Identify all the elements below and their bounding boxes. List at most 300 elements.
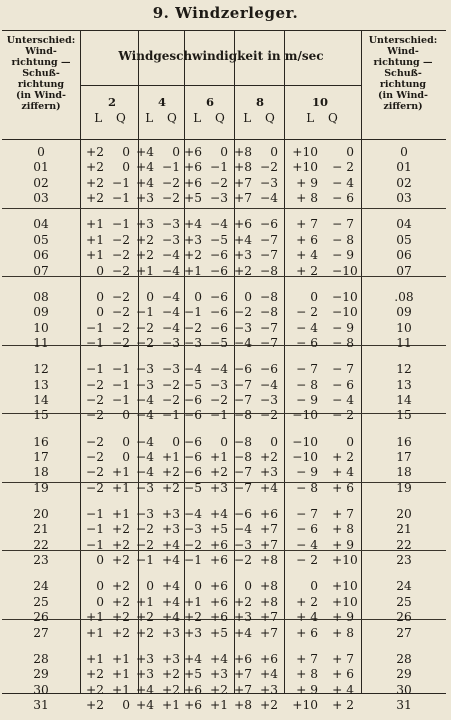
value-l: 0 — [310, 289, 318, 304]
value-q: + 7 — [332, 651, 354, 666]
left-code: 31 — [33, 697, 49, 712]
table-row — [2, 610, 446, 625]
value-q: + 8 — [332, 522, 354, 537]
value-l: +5 — [184, 667, 202, 682]
value-l: 0 — [244, 579, 252, 594]
value-q: −2 — [162, 377, 180, 392]
value-l: −2 — [86, 465, 104, 480]
value-q: −3 — [162, 232, 180, 247]
value-l: + 4 — [296, 610, 318, 625]
value-l: + 9 — [296, 175, 318, 190]
value-q: −6 — [260, 362, 278, 377]
value-l: +2 — [86, 175, 104, 190]
right-code: 20 — [396, 506, 412, 521]
value-q: −8 — [260, 305, 278, 320]
value-q: +4 — [162, 553, 180, 568]
table-row — [2, 362, 446, 377]
table-body — [2, 141, 446, 720]
value-l: +2 — [234, 263, 252, 278]
value-q: +7 — [260, 610, 278, 625]
value-q: +10 — [332, 553, 358, 568]
value-l: − 9 — [296, 465, 318, 480]
value-l: −3 — [234, 537, 252, 552]
value-q: − 2 — [332, 160, 354, 175]
left-code: 04 — [33, 217, 49, 232]
value-l: 0 — [310, 579, 318, 594]
header-line: Wind- — [25, 46, 57, 57]
value-l: −2 — [234, 553, 252, 568]
value-l: +4 — [234, 625, 252, 640]
value-l: +1 — [184, 263, 202, 278]
value-l: − 7 — [296, 506, 318, 521]
value-q: −2 — [112, 289, 130, 304]
left-code: 24 — [33, 579, 49, 594]
left-code: 25 — [33, 594, 49, 609]
value-l: +6 — [184, 682, 202, 697]
value-q: −4 — [210, 217, 228, 232]
value-q: + 2 — [332, 697, 354, 712]
right-code: 28 — [396, 651, 412, 666]
value-l: − 6 — [296, 335, 318, 350]
value-q: −2 — [260, 408, 278, 423]
value-q: − 7 — [332, 362, 354, 377]
value-l: 0 — [244, 289, 252, 304]
value-q: +4 — [210, 506, 228, 521]
left-code: 11 — [33, 335, 49, 350]
value-l: −7 — [234, 480, 252, 495]
table-row — [2, 698, 446, 713]
lq-label-6: L Q — [193, 111, 225, 125]
right-code: 18 — [396, 465, 412, 480]
table-row — [2, 481, 446, 496]
right-code: 02 — [396, 175, 412, 190]
value-q: −3 — [260, 175, 278, 190]
value-q: +2 — [260, 449, 278, 464]
value-q: −3 — [210, 191, 228, 206]
left-code: 13 — [33, 377, 49, 392]
value-l: +4 — [184, 651, 202, 666]
row-group — [2, 217, 446, 285]
value-l: −1 — [86, 537, 104, 552]
lq-label-8: L Q — [243, 111, 275, 125]
table-row — [2, 176, 446, 191]
value-q: −5 — [210, 335, 228, 350]
header-line: richtung — — [11, 57, 71, 68]
value-l: −1 — [184, 553, 202, 568]
table-row — [2, 507, 446, 522]
left-code: 14 — [33, 392, 49, 407]
value-q: +6 — [210, 553, 228, 568]
value-l: − 8 — [296, 480, 318, 495]
value-l: − 6 — [296, 522, 318, 537]
value-q: −2 — [162, 175, 180, 190]
left-header — [2, 35, 80, 112]
value-q: − 6 — [332, 377, 354, 392]
value-q: +5 — [210, 522, 228, 537]
value-q: −1 — [210, 408, 228, 423]
row-group — [2, 579, 446, 647]
right-code: 0 — [400, 145, 408, 159]
value-l: +7 — [234, 191, 252, 206]
value-q: +2 — [162, 480, 180, 495]
table-row — [2, 145, 446, 160]
left-code: 05 — [33, 232, 49, 247]
value-l: −2 — [136, 320, 154, 335]
right-code: 30 — [396, 682, 412, 697]
table-row — [2, 450, 446, 465]
right-code: 04 — [396, 217, 412, 232]
value-q: + 4 — [332, 682, 354, 697]
value-l: + 6 — [296, 232, 318, 247]
value-l: −1 — [86, 320, 104, 335]
value-l: + 6 — [296, 625, 318, 640]
table-row — [2, 264, 446, 279]
header-line: ziffern) — [383, 101, 423, 112]
value-q: +8 — [260, 579, 278, 594]
value-q: −5 — [210, 232, 228, 247]
table-row — [2, 321, 446, 336]
value-q: +4 — [260, 667, 278, 682]
value-l: −1 — [86, 335, 104, 350]
value-l: +2 — [86, 160, 104, 175]
value-q: −2 — [112, 248, 130, 263]
table-row — [2, 683, 446, 698]
value-q: 0 — [122, 145, 130, 159]
value-l: −4 — [136, 449, 154, 464]
value-l: +1 — [136, 594, 154, 609]
value-q: −1 — [112, 175, 130, 190]
left-code: 03 — [33, 191, 49, 206]
value-q: −10 — [332, 263, 358, 278]
value-l: +2 — [136, 232, 154, 247]
value-l: +7 — [234, 667, 252, 682]
value-l: −6 — [184, 434, 202, 449]
value-l: −3 — [184, 335, 202, 350]
value-q: +4 — [260, 480, 278, 495]
left-code: 22 — [33, 537, 49, 552]
value-l: −7 — [234, 465, 252, 480]
value-q: +3 — [162, 522, 180, 537]
right-code: 11 — [396, 335, 412, 350]
value-q: +10 — [332, 579, 358, 594]
value-q: − 9 — [332, 248, 354, 263]
right-code: 06 — [396, 248, 412, 263]
value-l: +6 — [184, 145, 202, 159]
table-row — [2, 393, 446, 408]
value-l: −3 — [136, 377, 154, 392]
value-l: 0 — [194, 579, 202, 594]
value-l: −2 — [86, 408, 104, 423]
value-l: +7 — [234, 682, 252, 697]
value-l: −3 — [234, 320, 252, 335]
value-l: + 2 — [296, 594, 318, 609]
right-code: 29 — [396, 667, 412, 682]
value-q: +7 — [260, 522, 278, 537]
left-code: 10 — [33, 320, 49, 335]
value-l: +4 — [136, 145, 154, 159]
value-q: −4 — [162, 248, 180, 263]
value-q: +2 — [112, 579, 130, 594]
value-l: −4 — [234, 335, 252, 350]
value-l: +3 — [184, 625, 202, 640]
value-q: 0 — [220, 145, 228, 159]
right-code: 27 — [396, 625, 412, 640]
right-code: 03 — [396, 191, 412, 206]
value-l: −3 — [184, 522, 202, 537]
value-q: + 9 — [332, 610, 354, 625]
right-code: 24 — [396, 579, 412, 594]
value-q: +3 — [162, 506, 180, 521]
value-l: +6 — [234, 651, 252, 666]
value-q: −3 — [210, 377, 228, 392]
value-q: −4 — [162, 305, 180, 320]
value-q: −1 — [112, 217, 130, 232]
value-l: −4 — [184, 362, 202, 377]
value-q: 0 — [122, 697, 130, 712]
value-l: + 7 — [296, 651, 318, 666]
value-l: +1 — [136, 263, 154, 278]
speed-6: 6 — [205, 95, 214, 109]
value-q: +6 — [260, 651, 278, 666]
right-code: 25 — [396, 594, 412, 609]
left-code: 01 — [33, 160, 49, 175]
value-q: −8 — [260, 263, 278, 278]
value-l: −8 — [234, 449, 252, 464]
value-l: −4 — [184, 506, 202, 521]
table-row — [2, 248, 446, 263]
right-code: 21 — [396, 522, 412, 537]
value-q: +2 — [112, 610, 130, 625]
value-q: −7 — [260, 232, 278, 247]
value-q: −4 — [162, 289, 180, 304]
left-code: 08 — [33, 289, 49, 304]
value-l: −5 — [184, 480, 202, 495]
left-code: 07 — [33, 263, 49, 278]
left-code: 20 — [33, 506, 49, 521]
value-q: +6 — [210, 594, 228, 609]
value-q: + 4 — [332, 465, 354, 480]
left-code: 17 — [33, 449, 49, 464]
right-code: 12 — [396, 362, 412, 377]
value-l: +4 — [136, 175, 154, 190]
value-l: −6 — [184, 408, 202, 423]
value-q: +2 — [112, 594, 130, 609]
value-l: +3 — [184, 232, 202, 247]
value-l: +2 — [234, 594, 252, 609]
value-l: +3 — [136, 217, 154, 232]
value-l: −2 — [136, 537, 154, 552]
value-q: −1 — [112, 392, 130, 407]
row-group — [2, 507, 446, 575]
value-q: −1 — [210, 160, 228, 175]
value-q: +1 — [210, 449, 228, 464]
value-q: −2 — [112, 320, 130, 335]
value-l: +6 — [184, 697, 202, 712]
right-code: 09 — [396, 305, 412, 320]
left-code: 02 — [33, 175, 49, 190]
value-l: +3 — [234, 610, 252, 625]
value-l: − 4 — [296, 320, 318, 335]
value-l: +2 — [86, 682, 104, 697]
value-l: +4 — [234, 232, 252, 247]
value-l: +2 — [184, 248, 202, 263]
value-l: − 2 — [296, 553, 318, 568]
right-code: 15 — [396, 408, 412, 423]
value-l: −6 — [234, 506, 252, 521]
value-l: +1 — [86, 610, 104, 625]
value-l: −10 — [292, 449, 318, 464]
value-l: 0 — [194, 289, 202, 304]
value-l: +2 — [136, 610, 154, 625]
value-q: −2 — [162, 191, 180, 206]
value-q: −2 — [112, 263, 130, 278]
value-l: − 8 — [296, 377, 318, 392]
value-q: − 4 — [332, 175, 354, 190]
header-line: richtung — — [373, 57, 433, 68]
value-q: +8 — [260, 594, 278, 609]
value-q: −2 — [112, 305, 130, 320]
value-l: −2 — [136, 335, 154, 350]
value-l: +10 — [292, 697, 318, 712]
value-q: 0 — [122, 408, 130, 423]
value-l: 0 — [146, 579, 154, 594]
table-row — [2, 667, 446, 682]
value-q: +4 — [162, 610, 180, 625]
value-q: +2 — [260, 697, 278, 712]
value-l: −6 — [234, 362, 252, 377]
value-q: +4 — [210, 651, 228, 666]
value-q: −2 — [260, 160, 278, 175]
left-code: 19 — [33, 480, 49, 495]
left-code: 18 — [33, 465, 49, 480]
value-l: +7 — [234, 175, 252, 190]
value-l: +10 — [292, 145, 318, 159]
header-line: Schuß- — [384, 68, 422, 79]
value-l: −4 — [136, 465, 154, 480]
right-code: 07 — [396, 263, 412, 278]
value-l: −2 — [234, 305, 252, 320]
left-code: 06 — [33, 248, 49, 263]
value-l: −1 — [86, 522, 104, 537]
value-q: −6 — [210, 263, 228, 278]
table-row — [2, 233, 446, 248]
value-q: 0 — [346, 145, 354, 159]
value-q: −3 — [162, 217, 180, 232]
left-code: 0 — [37, 145, 45, 159]
table-row — [2, 408, 446, 423]
value-l: −7 — [234, 377, 252, 392]
value-q: +6 — [210, 579, 228, 594]
header-line: ziffern) — [21, 101, 61, 112]
value-q: +1 — [112, 651, 130, 666]
value-q: +1 — [112, 667, 130, 682]
value-q: +2 — [210, 682, 228, 697]
value-l: −3 — [136, 506, 154, 521]
right-code: 17 — [396, 449, 412, 464]
value-q: +1 — [112, 506, 130, 521]
value-q: − 9 — [332, 320, 354, 335]
left-code: 27 — [33, 625, 49, 640]
table-row — [2, 336, 446, 351]
value-l: +2 — [136, 248, 154, 263]
value-l: +2 — [136, 625, 154, 640]
value-q: +6 — [210, 537, 228, 552]
value-q: −4 — [260, 191, 278, 206]
value-q: −4 — [162, 320, 180, 335]
table-row — [2, 595, 446, 610]
right-code: 05 — [396, 232, 412, 247]
rule-header-mid — [81, 85, 362, 86]
value-l: −6 — [184, 392, 202, 407]
row-group — [2, 145, 446, 213]
value-q: 0 — [270, 434, 278, 449]
value-l: +4 — [136, 160, 154, 175]
value-l: +3 — [234, 248, 252, 263]
value-l: +8 — [234, 160, 252, 175]
right-code: 01 — [396, 160, 412, 175]
value-q: +3 — [260, 465, 278, 480]
value-l: 0 — [96, 594, 104, 609]
value-q: −8 — [260, 289, 278, 304]
value-q: −2 — [210, 175, 228, 190]
value-l: +10 — [292, 160, 318, 175]
right-code: .08 — [394, 289, 414, 304]
value-l: + 8 — [296, 191, 318, 206]
value-l: +3 — [136, 667, 154, 682]
right-code: 19 — [396, 480, 412, 495]
value-l: + 9 — [296, 682, 318, 697]
value-q: −4 — [162, 263, 180, 278]
lq-label-10: L Q — [306, 111, 338, 125]
value-q: +3 — [210, 480, 228, 495]
value-q: −1 — [112, 377, 130, 392]
value-l: 0 — [96, 553, 104, 568]
table-row — [2, 522, 446, 537]
value-q: −10 — [332, 305, 358, 320]
table-row — [2, 538, 446, 553]
value-q: +1 — [162, 697, 180, 712]
value-q: 0 — [270, 145, 278, 159]
value-q: −1 — [112, 191, 130, 206]
speed-10: 10 — [311, 95, 328, 109]
row-group — [2, 652, 446, 720]
value-q: −6 — [210, 320, 228, 335]
value-q: −2 — [112, 232, 130, 247]
value-l: −1 — [86, 506, 104, 521]
value-q: +6 — [210, 610, 228, 625]
value-l: +4 — [136, 682, 154, 697]
value-q: −1 — [112, 362, 130, 377]
value-q: +3 — [162, 651, 180, 666]
table-row — [2, 378, 446, 393]
value-l: −4 — [136, 392, 154, 407]
table-row — [2, 290, 446, 305]
right-code: 22 — [396, 537, 412, 552]
value-l: − 7 — [296, 362, 318, 377]
table-row — [2, 435, 446, 450]
value-q: −2 — [162, 392, 180, 407]
value-q: −2 — [210, 392, 228, 407]
value-l: +1 — [86, 625, 104, 640]
value-l: +1 — [86, 248, 104, 263]
value-q: + 8 — [332, 625, 354, 640]
wind-table — [2, 30, 446, 712]
value-q: −6 — [210, 305, 228, 320]
value-q: −7 — [260, 248, 278, 263]
header-line: Schuß- — [22, 68, 60, 79]
value-l: −2 — [136, 522, 154, 537]
value-q: −6 — [260, 217, 278, 232]
